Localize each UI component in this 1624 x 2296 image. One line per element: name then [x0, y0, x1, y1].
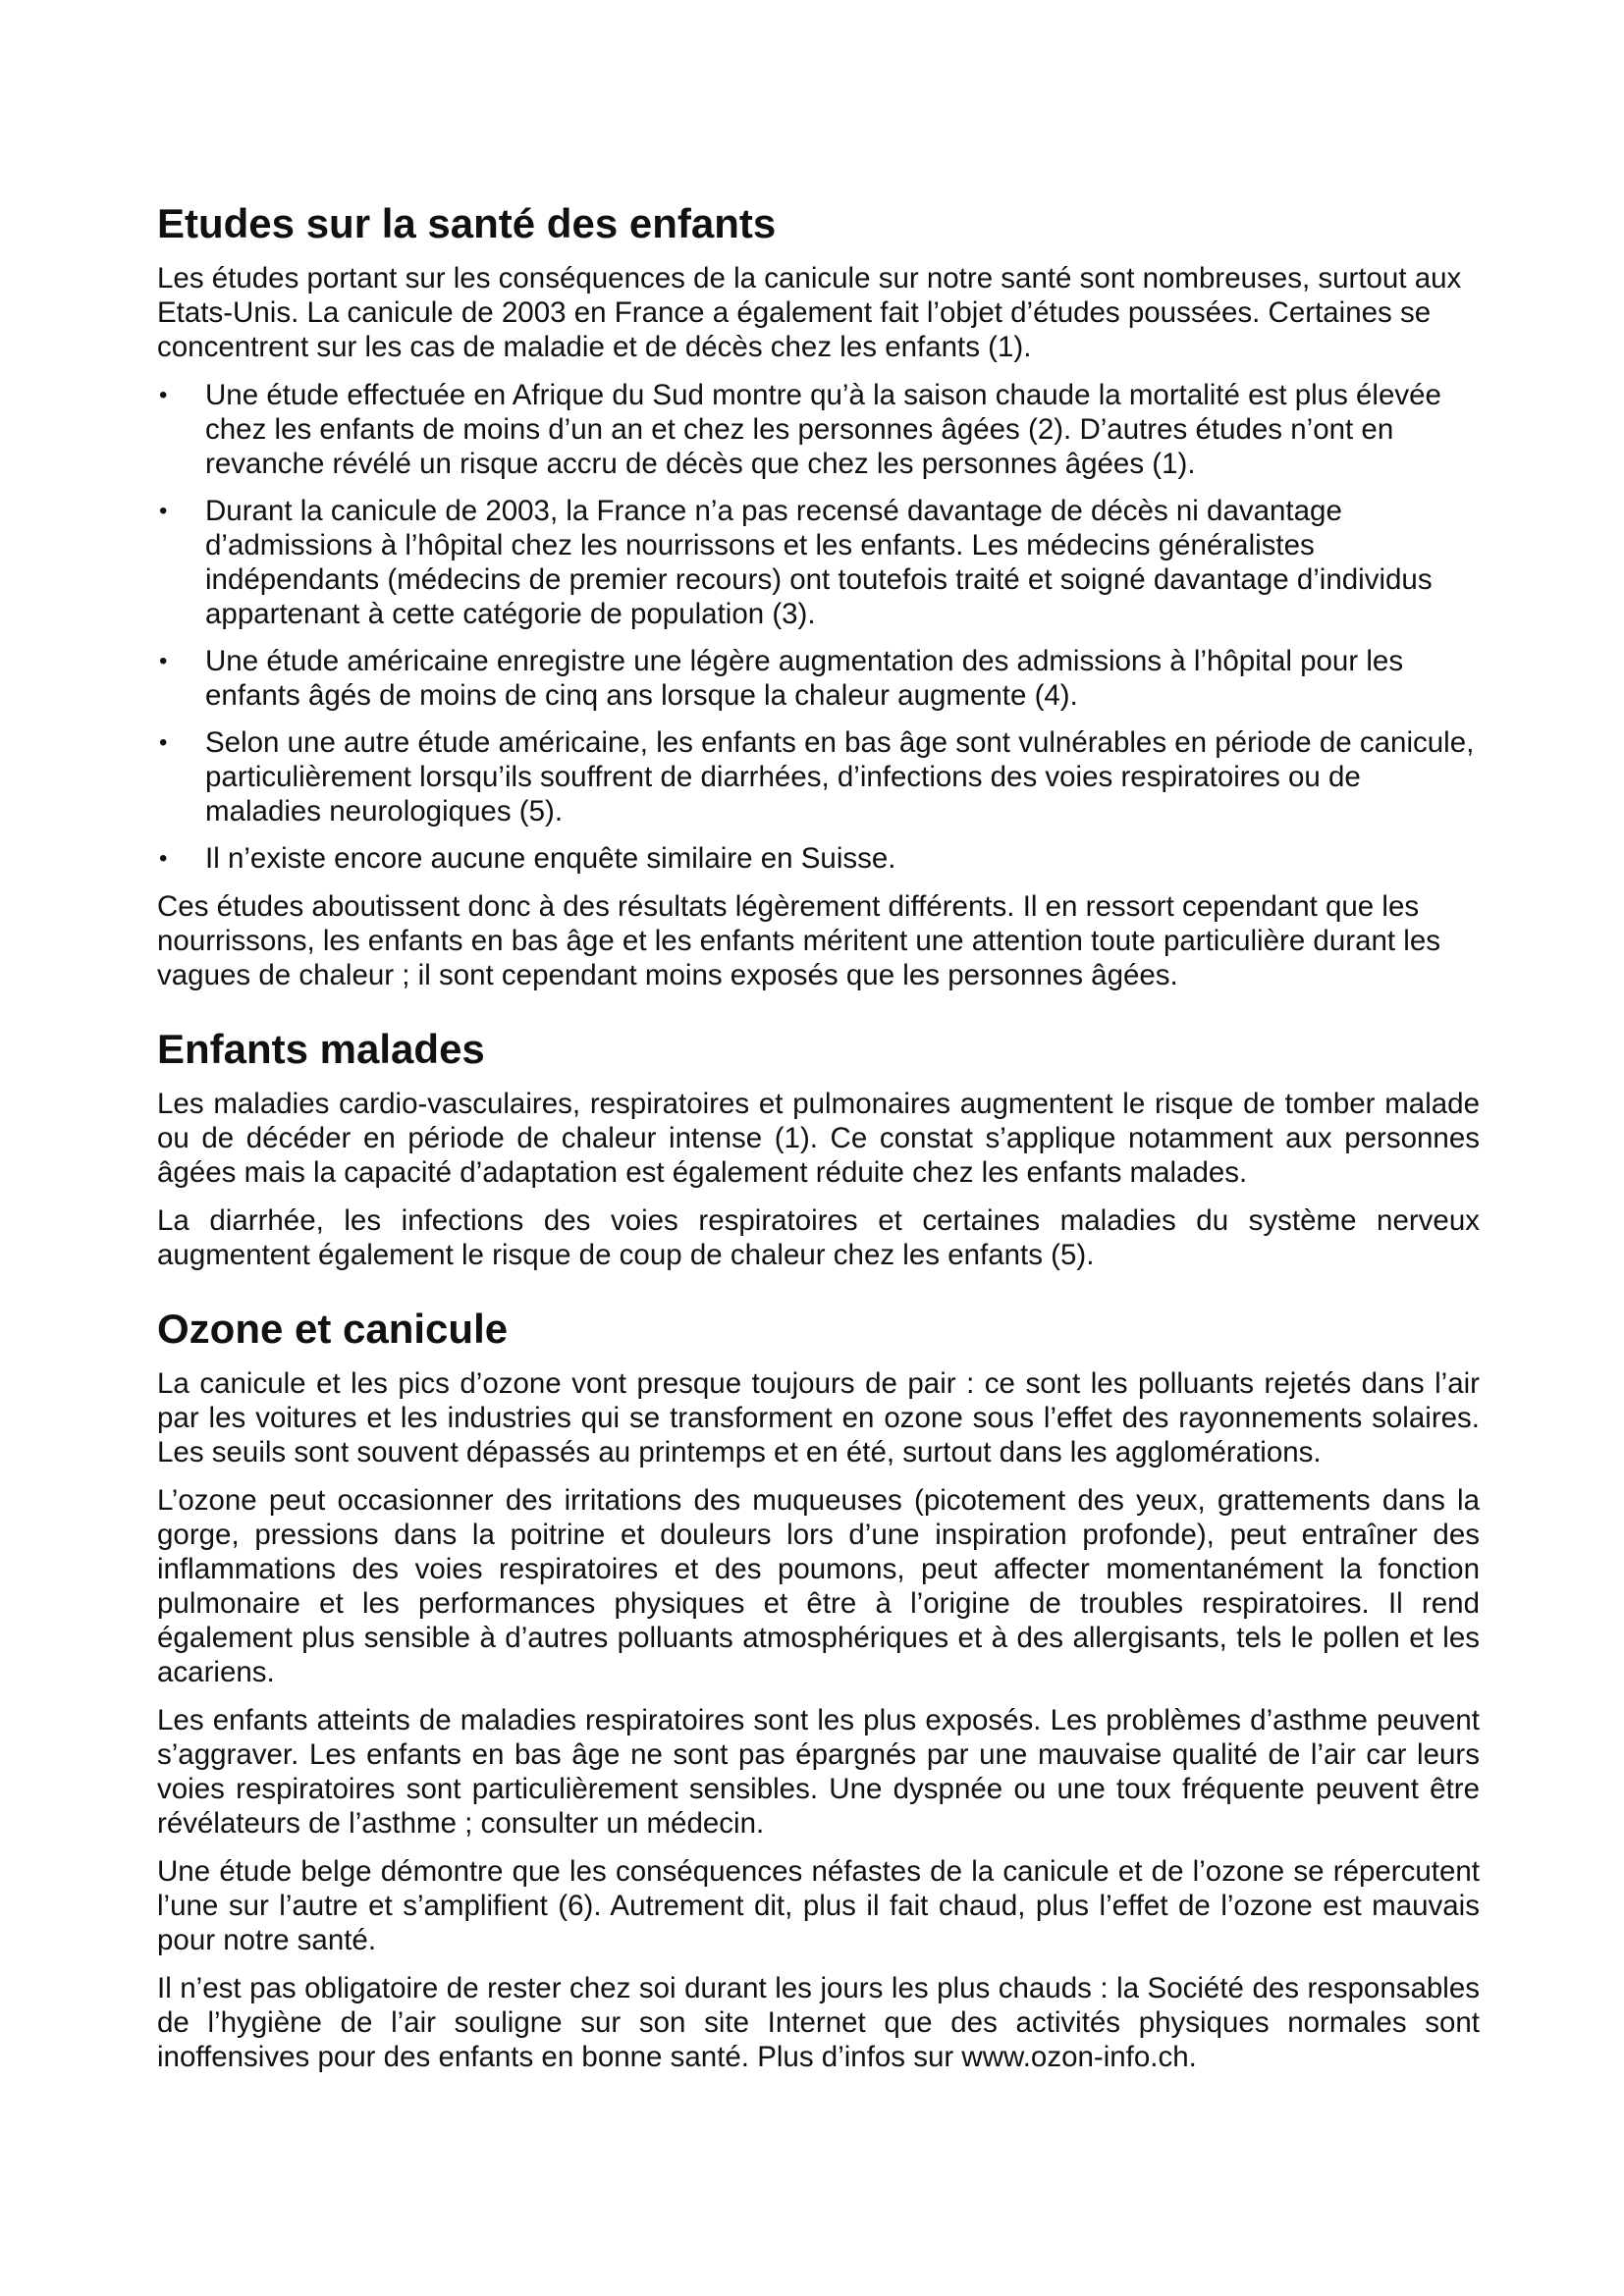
- section-title-etudes: Etudes sur la santé des enfants: [157, 200, 777, 246]
- list-item: [157, 644, 1480, 713]
- list-item-text: Une étude américaine enregistre une légère augmentation des admissions à l’hôpital pour les enfants âgés de moins de cinq ans lorsque la chaleur augmente (4).: [205, 645, 1404, 712]
- list-item: [157, 378, 1480, 481]
- list-item: [157, 494, 1480, 631]
- paragraph-enfants-malades-1: Les maladies cardio-vasculaires, respiratoires et pulmonaires augmentent le risque de tomber malade ou de décéder en période de chaleur intense (1). Ce constat s’applique notamment aux personnes âgées mais la capacité d’adaptation est également réduite chez les enfants malades.: [157, 1088, 1480, 1189]
- list-item: [157, 725, 1480, 828]
- bullet-icon: •: [159, 498, 168, 524]
- list-item-text: Une étude effectuée en Afrique du Sud montre qu’à la saison chaude la mortalité est plus élevée chez les enfants de moins d’un an et chez les personnes âgées (2). D’autres études n’ont en revanche révélé un risque accru de décès que chez les personnes âgées (1).: [205, 379, 1441, 480]
- paragraph-ozone-5: Il n’est pas obligatoire de rester chez soi durant les jours les plus chauds : la Société des responsables de l’hygiène de l’air souligne sur son site Internet que des activités physiques normales sont inoffensives pour des enfants en bonne santé. Plus d’infos sur www.ozon-info.ch.: [157, 1972, 1480, 2073]
- list-item-text: Il n’existe encore aucune enquête similaire en Suisse.: [205, 842, 896, 875]
- paragraph-ozone-2: L’ozone peut occasionner des irritations des muqueuses (picotement des yeux, grattements dans la gorge, pressions dans la poitrine et douleurs lors d’une inspiration profonde), peut entraîner des inflammations des voies respiratoires et des poumons, peut affecter momentanément la fonction pulmonaire et les performances physiques et être à l’origine de troubles respiratoires. Il rend également plus sensible à d’autres polluants atmosphériques et à des allergisants, tels le pollen et les acariens.: [157, 1484, 1480, 1688]
- bullet-icon: •: [159, 845, 168, 872]
- bullet-icon: •: [159, 648, 168, 674]
- paragraph-ozone-4: Une étude belge démontre que les conséquences néfastes de la canicule et de l’ozone se répercutent l’une sur l’autre et s’amplifient (6). Autrement dit, plus il fait chaud, plus l’effet de l’ozone est mauvais pour notre santé.: [157, 1855, 1480, 1956]
- paragraph-ozone-1: La canicule et les pics d’ozone vont presque toujours de pair : ce sont les polluants rejetés dans l’air par les voitures et les industries qui se transforment en ozone sous l’effet des rayonnements solaires. Les seuils sont souvent dépassés au printemps et en été, surtout dans les agglomérations.: [157, 1367, 1480, 1468]
- document-page: [157, 200, 1480, 2088]
- paragraph-ozone-3: Les enfants atteints de maladies respiratoires sont les plus exposés. Les problèmes d’asthme peuvent s’aggraver. Les enfants en bas âge ne sont pas épargnés par une mauvaise qualité de l’air car leurs voies respiratoires sont particulièrement sensibles. Une dyspnée ou une toux fréquente peuvent être révélateurs de l’asthme ; consulter un médecin.: [157, 1704, 1480, 1840]
- bullet-icon: •: [159, 729, 168, 756]
- bullet-icon: •: [159, 382, 168, 408]
- paragraph-etudes-conclusion: Ces études aboutissent donc à des résultats légèrement différents. Il en ressort cependant que les nourrissons, les enfants en bas âge et les enfants méritent une attention toute particulière durant les vagues de chaleur ; il sont cependant moins exposés que les personnes âgées.: [157, 890, 1440, 991]
- section-title-ozone: Ozone et canicule: [157, 1306, 509, 1352]
- section-title-enfants-malades: Enfants malades: [157, 1026, 485, 1072]
- list-item-text: Selon une autre étude américaine, les enfants en bas âge sont vulnérables en période de canicule, particulièrement lorsqu’ils souffrent de diarrhées, d’infections des voies respiratoires ou de maladies neurologiques (5).: [205, 726, 1475, 828]
- paragraph-etudes-intro: Les études portant sur les conséquences de la canicule sur notre santé sont nombreuses, surtout aux Etats-Unis. La canicule de 2003 en France a également fait l’objet d’études poussées. Certaines se concentrent sur les cas de maladie et de décès chez les enfants (1).: [157, 262, 1462, 363]
- paragraph-enfants-malades-2: La diarrhée, les infections des voies respiratoires et certaines maladies du système nerveux augmentent également le risque de coup de chaleur chez les enfants (5).: [157, 1204, 1480, 1271]
- list-item: [157, 841, 1480, 876]
- bullet-list-etudes: [157, 378, 1480, 876]
- list-item-text: Durant la canicule de 2003, la France n’a pas recensé davantage de décès ni davantage d’admissions à l’hôpital chez les nourrissons et les enfants. Les médecins généralistes indépendants (médecins de premier recours) ont toutefois traité et soigné davantage d’individus appartenant à cette catégorie de population (3).: [205, 495, 1433, 630]
